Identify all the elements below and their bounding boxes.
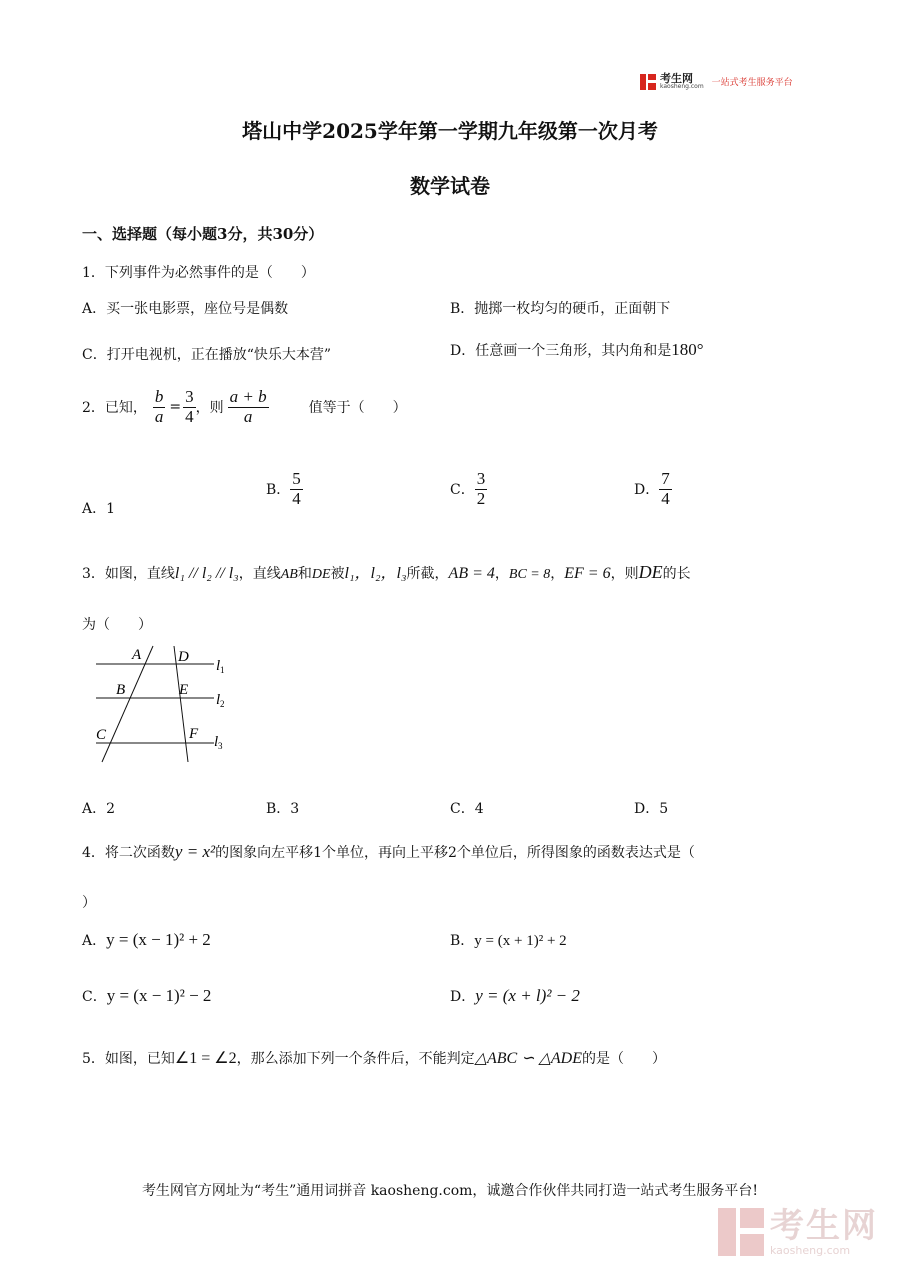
q4-lead: 4．将二次函数 bbox=[82, 845, 175, 861]
q2-d-den: 4 bbox=[661, 488, 670, 508]
kaosheng-logo-icon bbox=[640, 74, 656, 90]
q3-fig-line-ac bbox=[102, 646, 153, 762]
q3-stem-line2: 为（ ） bbox=[82, 617, 152, 633]
q2-option-d-fraction bbox=[659, 470, 672, 508]
watermark-logo-icon bbox=[718, 1208, 764, 1256]
q4-stem bbox=[82, 842, 695, 862]
q3-eq1: AB = 4 bbox=[448, 565, 495, 582]
q2-f1-den: a bbox=[154, 406, 164, 426]
q3-fig-label-f: F bbox=[189, 726, 199, 742]
q2-option-a: A．1 bbox=[82, 501, 116, 517]
q2-d-num: 7 bbox=[661, 469, 670, 488]
q3-fig-label-l3: l bbox=[214, 734, 219, 750]
q3-t6: 的长 bbox=[662, 566, 691, 582]
q3-figure bbox=[90, 642, 240, 770]
q2-f2-num: 3 bbox=[185, 387, 194, 406]
q4-option-b bbox=[450, 930, 567, 950]
q3-eq2: BC = 8 bbox=[508, 567, 551, 582]
q3-stem bbox=[82, 560, 691, 583]
q3-t3: 被 bbox=[330, 566, 345, 582]
q3-fig-label-l1: l bbox=[216, 658, 221, 674]
q5-lead: 5．如图，已知 bbox=[82, 1051, 175, 1067]
watermark-text: 考生网 bbox=[770, 1205, 878, 1246]
q3-option-a: A．2 bbox=[82, 801, 116, 817]
q4-option-c-label: C． bbox=[82, 989, 107, 1005]
q4-func: y = x² bbox=[174, 842, 216, 861]
q3-eq3: EF = 6 bbox=[564, 565, 611, 582]
page-subtitle: 数学试卷 bbox=[410, 174, 490, 198]
q4-stem-line2: ） bbox=[82, 895, 96, 911]
q3-fig-label-l2-sub: 2 bbox=[220, 699, 225, 709]
q2-fraction-a-plus-b-over-a bbox=[228, 388, 269, 426]
section-heading: 一、选择题（每小题3分，共30分） bbox=[82, 225, 324, 243]
q3-comma-2: ， bbox=[550, 566, 565, 582]
q1-option-b: B．抛掷一枚均匀的硬币，正面朝下 bbox=[450, 301, 671, 317]
q1-option-c: C．打开电视机，正在播放“快乐大本营” bbox=[82, 347, 332, 363]
q2-lead: 2．已知， bbox=[82, 400, 147, 417]
q2-option-d-label: D． bbox=[634, 482, 660, 499]
q2-option-c-label: C． bbox=[450, 482, 475, 499]
q3-de2: DE bbox=[638, 562, 663, 582]
q2-f2-den: 4 bbox=[185, 406, 194, 426]
watermark bbox=[718, 1205, 878, 1257]
q3-fig-label-e: E bbox=[179, 682, 189, 698]
q3-t2: 和 bbox=[297, 566, 312, 582]
q5-similarity: △ABC ∽ △ADE bbox=[474, 1050, 582, 1067]
q3-comma-1: ， bbox=[494, 566, 509, 582]
q2-f3-den: a bbox=[243, 406, 253, 426]
watermark-sub: kaosheng.com bbox=[770, 1243, 851, 1257]
q4-option-a bbox=[82, 930, 211, 950]
q4-option-b-label: B． bbox=[450, 933, 475, 949]
q2-tail: 值等于（ ） bbox=[308, 400, 407, 417]
q3-fig-label-b: B bbox=[116, 682, 126, 698]
page-title: 塔山中学2025学年第一学期九年级第一次月考 bbox=[242, 119, 658, 143]
q3-option-c: C．4 bbox=[450, 801, 484, 817]
q2-stem bbox=[82, 388, 407, 426]
q3-parallel: l₁ // l₂ // l₃ bbox=[174, 565, 239, 582]
q2-b-den: 4 bbox=[292, 488, 301, 508]
q2-b-num: 5 bbox=[292, 469, 301, 488]
q3-fig-label-c: C bbox=[96, 727, 107, 743]
header-logo bbox=[640, 73, 793, 90]
page-footer: 考生网官方网址为“考生”通用词拼音 kaosheng.com，诚邀合作伙伴共同打造一站式考生服务平台! bbox=[141, 1183, 759, 1199]
q5-mid: ，那么添加下列一个条件后，不能判定 bbox=[236, 1051, 475, 1067]
q3-t1: ，直线 bbox=[238, 566, 281, 582]
q2-option-c-fraction bbox=[475, 470, 488, 508]
q5-tail: 的是（ ） bbox=[581, 1051, 666, 1067]
q3-lead: 3．如图，直线 bbox=[82, 566, 175, 582]
q4-rest: 的图象向左平移1个单位，再向上平移2个单位后，所得图象的函数表达式是（ bbox=[215, 845, 695, 861]
logo-sub: kaosheng.com bbox=[660, 83, 704, 90]
q1-option-d-math: 180° bbox=[671, 340, 704, 359]
q4-option-a-math: y = (x − 1)² + 2 bbox=[106, 930, 211, 949]
q3-t4: 所截， bbox=[406, 566, 449, 582]
logo-text: 考生网 bbox=[660, 72, 693, 85]
q2-option-b-fraction bbox=[290, 470, 303, 508]
q2-option-b-label: B． bbox=[266, 482, 291, 499]
q1-stem: 1．下列事件为必然事件的是（ ） bbox=[82, 265, 315, 281]
q2-fraction-b-over-a bbox=[153, 388, 166, 426]
q1-option-d-text: D．任意画一个三角形，其内角和是 bbox=[450, 343, 672, 359]
q3-option-d: D．5 bbox=[634, 801, 669, 817]
q3-ab: AB bbox=[280, 567, 298, 582]
q2-f1-num: b bbox=[154, 387, 164, 406]
q2-c-num: 3 bbox=[476, 469, 486, 488]
q1-option-a: A．买一张电影票，座位号是偶数 bbox=[82, 301, 289, 317]
q4-option-d bbox=[450, 986, 580, 1006]
q3-fig-label-l2: l bbox=[216, 692, 221, 708]
q4-option-c-math: y = (x − 1)² − 2 bbox=[106, 986, 212, 1005]
q4-option-d-math: y = (x + l)² − 2 bbox=[475, 986, 580, 1005]
q5-condition: ∠1 = ∠2 bbox=[174, 1050, 237, 1067]
q4-option-d-label: D． bbox=[450, 989, 476, 1005]
q3-fig-label-a: A bbox=[132, 647, 142, 663]
q3-fig-label-l3-sub: 3 bbox=[218, 741, 223, 751]
q2-mid: ，则 bbox=[195, 400, 224, 417]
q2-f3-num: a + b bbox=[229, 387, 267, 406]
q2-option-b bbox=[266, 470, 303, 508]
q3-option-b: B．3 bbox=[266, 801, 300, 817]
q3-t5: ，则 bbox=[610, 566, 639, 582]
q3-lines: l₁，l₂，l₃ bbox=[344, 565, 407, 582]
q3-fig-label-d: D bbox=[178, 649, 189, 665]
q3-fig-label-l1-sub: 1 bbox=[220, 665, 225, 675]
q1-option-d bbox=[450, 340, 704, 360]
q4-option-a-label: A． bbox=[82, 933, 107, 949]
header-slogan: 一站式考生服务平台 bbox=[711, 78, 793, 88]
q4-option-b-math: y = (x + 1)² + 2 bbox=[474, 933, 567, 949]
q5-stem bbox=[82, 1048, 666, 1068]
q2-option-d bbox=[634, 470, 672, 508]
q4-option-c bbox=[82, 986, 211, 1006]
q3-de: DE bbox=[311, 567, 331, 582]
q2-equals: = bbox=[169, 399, 182, 416]
q2-c-den: 2 bbox=[476, 488, 486, 508]
q2-fraction-3-over-4 bbox=[183, 388, 196, 426]
q2-option-c bbox=[450, 470, 487, 508]
